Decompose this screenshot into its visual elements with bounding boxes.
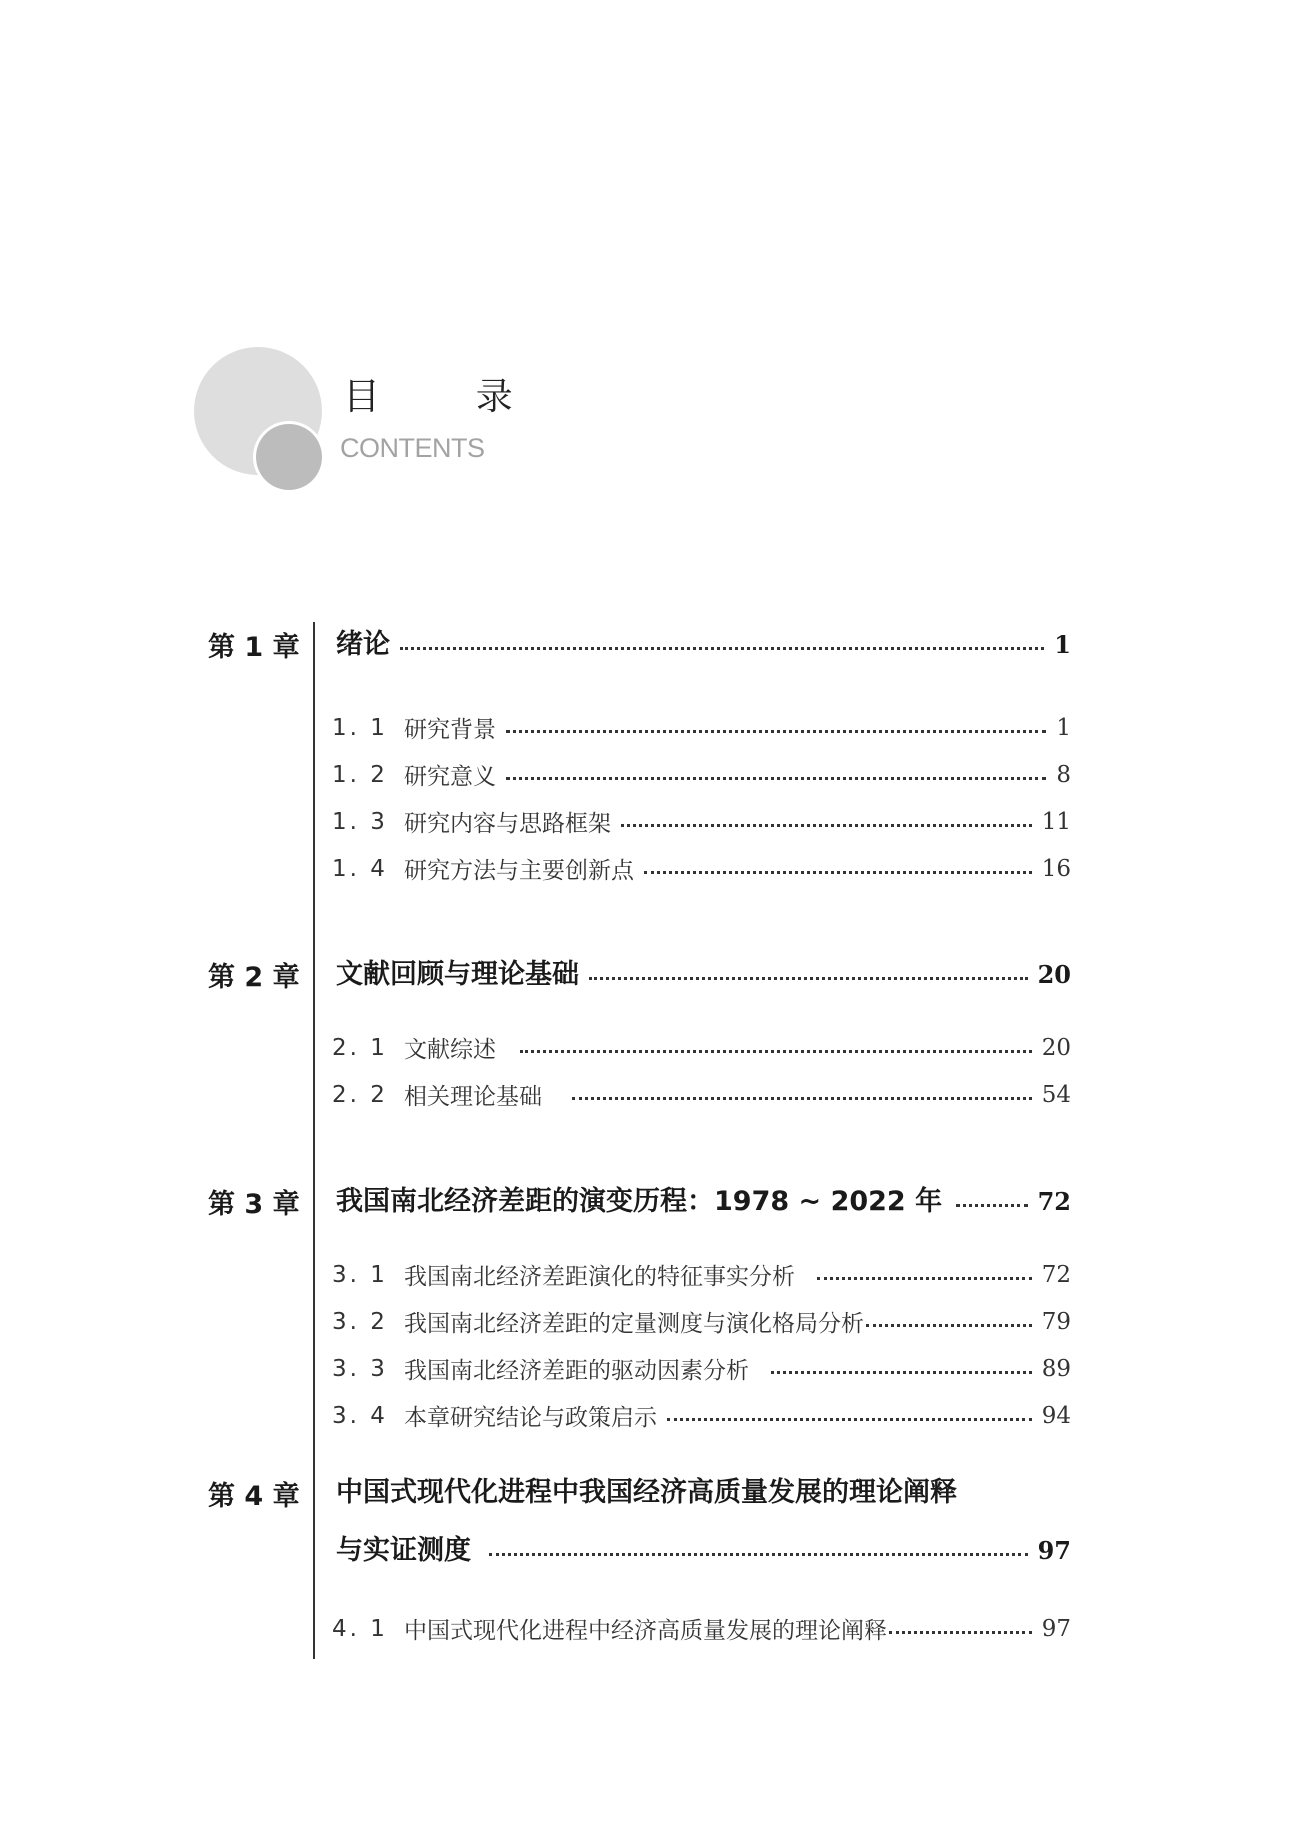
chapter-title: 文献回顾与理论基础 (336, 959, 579, 990)
dot-leader (889, 1631, 1032, 1634)
chapter-title: 绪论 (336, 629, 390, 660)
section-title: 研究内容与思路框架 (404, 811, 611, 837)
dot-leader (400, 647, 1044, 650)
dot-leader (520, 1050, 1032, 1053)
section-number: 2. 1 (332, 1034, 388, 1061)
toc-chapter-entry[interactable] (336, 960, 1071, 989)
section-number: 3. 3 (332, 1355, 388, 1382)
section-page-number: 54 (1041, 1081, 1071, 1108)
decorative-circle-small (256, 424, 322, 490)
toc-chapter-entry-line2[interactable] (336, 1536, 1071, 1565)
toc-section-entry[interactable] (332, 1305, 1071, 1338)
section-title: 我国南北经济差距的驱动因素分析 (404, 1358, 749, 1384)
dot-leader (489, 1553, 1028, 1556)
toc-section-entry[interactable] (332, 711, 1071, 744)
chapter-number: 第 2 章 (208, 962, 300, 993)
dot-leader (506, 777, 1046, 780)
section-title: 本章研究结论与政策启示 (404, 1405, 657, 1431)
dot-leader (956, 1204, 1027, 1207)
chapter-title-line1: 中国式现代化进程中我国经济高质量发展的理论阐释 (336, 1477, 957, 1508)
section-number: 1. 4 (332, 855, 388, 882)
section-page-number: 72 (1041, 1261, 1071, 1288)
dot-leader (866, 1324, 1032, 1327)
section-number: 1. 2 (332, 761, 388, 788)
dot-leader (817, 1277, 1032, 1280)
section-page-number: 20 (1041, 1034, 1071, 1061)
section-number: 3. 4 (332, 1402, 388, 1429)
section-title: 相关理论基础 (404, 1084, 542, 1110)
section-page-number: 89 (1041, 1355, 1071, 1382)
chapter-number: 第 4 章 (208, 1481, 300, 1512)
chapter-number: 第 1 章 (208, 632, 300, 663)
toc-section-entry[interactable] (332, 1031, 1071, 1064)
section-number: 4. 1 (332, 1615, 388, 1642)
section-page-number: 11 (1041, 808, 1071, 835)
section-title: 我国南北经济差距的定量测度与演化格局分析 (404, 1311, 864, 1337)
section-number: 3. 2 (332, 1308, 388, 1335)
toc-section-entry[interactable] (332, 852, 1071, 885)
dot-leader (572, 1097, 1032, 1100)
chapter-title: 我国南北经济差距的演变历程：1978 ~ 2022 年 (336, 1186, 943, 1217)
section-page-number: 1 (1056, 714, 1071, 741)
section-number: 3. 1 (332, 1261, 388, 1288)
chapter-page-number: 72 (1037, 1187, 1071, 1216)
chapter-number: 第 3 章 (208, 1189, 300, 1220)
chapter-title-line2: 与实证测度 (336, 1535, 471, 1566)
section-page-number: 97 (1041, 1615, 1071, 1642)
section-title: 我国南北经济差距演化的特征事实分析 (404, 1264, 795, 1290)
section-number: 2. 2 (332, 1081, 388, 1108)
toc-chapter-entry[interactable] (336, 630, 1071, 659)
toc-section-entry[interactable] (332, 1258, 1071, 1291)
toc-section-entry[interactable] (332, 1078, 1071, 1111)
section-title: 研究方法与主要创新点 (404, 858, 634, 884)
section-title: 中国式现代化进程中经济高质量发展的理论阐释 (404, 1618, 887, 1644)
section-page-number: 16 (1041, 855, 1071, 882)
chapter-page-number: 97 (1037, 1536, 1071, 1565)
toc-section-entry[interactable] (332, 1612, 1071, 1645)
section-page-number: 8 (1056, 761, 1071, 788)
toc-section-entry[interactable] (332, 1399, 1071, 1432)
dot-leader (589, 977, 1028, 980)
chapter-page-number: 1 (1054, 630, 1071, 659)
section-page-number: 94 (1041, 1402, 1071, 1429)
toc-section-entry[interactable] (332, 805, 1071, 838)
page-title: 目 录 (343, 375, 555, 418)
toc-chapter-entry-line1[interactable] (336, 1479, 1071, 1506)
chapter-page-number: 20 (1037, 960, 1071, 989)
section-title: 研究意义 (404, 764, 496, 790)
section-title: 文献综述 (404, 1037, 496, 1063)
toc-divider-line (313, 622, 315, 1659)
dot-leader (644, 871, 1032, 874)
section-number: 1. 1 (332, 714, 388, 741)
toc-section-entry[interactable] (332, 1352, 1071, 1385)
section-page-number: 79 (1041, 1308, 1071, 1335)
toc-chapter-entry[interactable] (336, 1187, 1071, 1216)
page-subtitle: CONTENTS (340, 433, 485, 463)
section-title: 研究背景 (404, 717, 496, 743)
dot-leader (667, 1418, 1032, 1421)
dot-leader (506, 730, 1046, 733)
toc-section-entry[interactable] (332, 758, 1071, 791)
dot-leader (621, 824, 1032, 827)
section-number: 1. 3 (332, 808, 388, 835)
dot-leader (771, 1371, 1032, 1374)
